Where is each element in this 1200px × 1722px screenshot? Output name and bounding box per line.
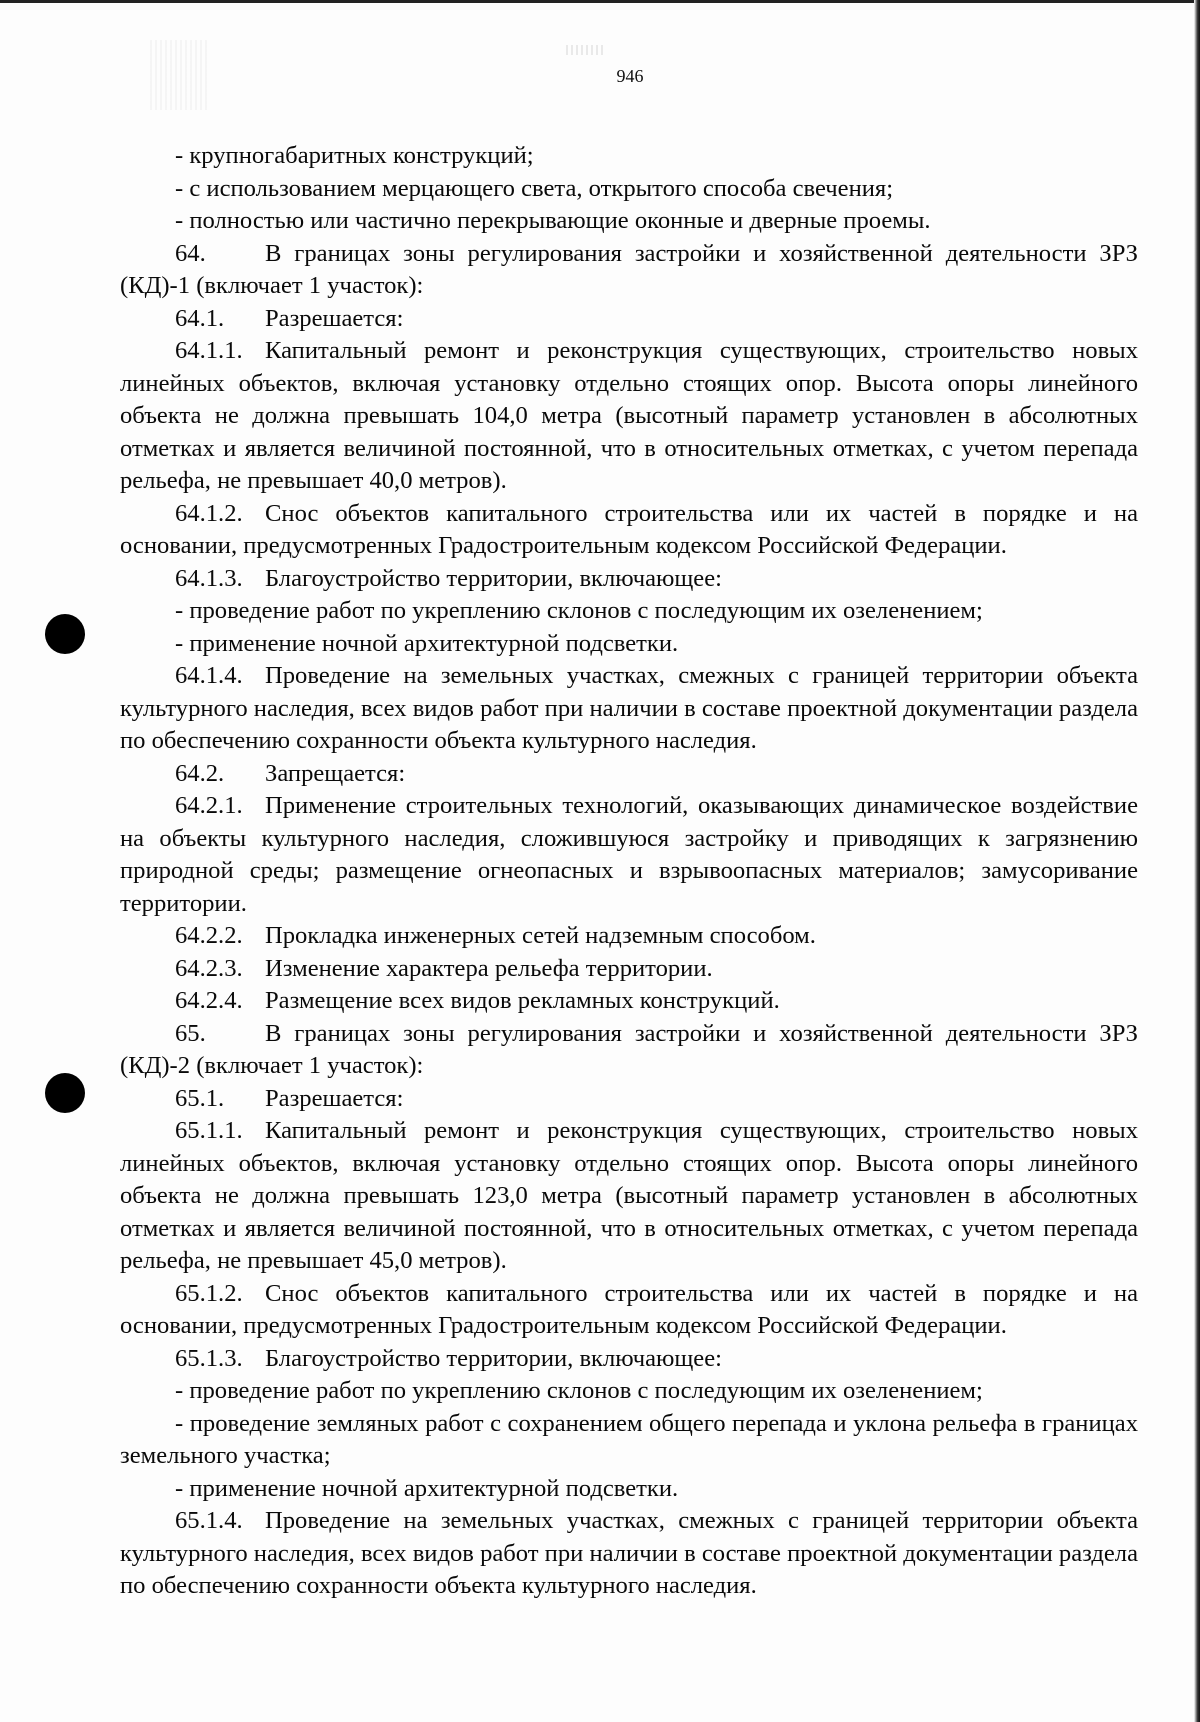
punch-hole-top xyxy=(45,614,85,654)
clause-number: 65.1.2. xyxy=(175,1279,243,1307)
clause-number: 64.2.1. xyxy=(175,792,243,819)
paragraph-text: В границах зоны регулирования застройки и хозяйственной деятельности ЗРЗ (КД)-2 (включает 1 участок): xyxy=(120,1019,1138,1079)
paragraph-text: Проведение на земельных участках, смежных с границей территории объекта культурного наследия, всех видов работ при наличии в составе проектной документации раздела по обеспечению сохранности объекта культурного наследия. xyxy=(120,662,1138,754)
clause-number: 65. xyxy=(175,1019,206,1047)
paragraph-text: Благоустройство территории, включающее: xyxy=(265,1344,722,1372)
clause-number: 64.1. xyxy=(175,304,225,332)
paragraph-text: Капитальный ремонт и реконструкция существующих, строительство новых линейных объектов, включая установку отдельно стоящих опор. Высота опоры линейного объекта не должна превышать 104,0 метра (высотный параметр установлен в абсолютных отметках и является величиной постоянной, что в относительных отметках, с учетом перепада рельефа, не превышает 40,0 метров). xyxy=(120,337,1138,494)
paragraph-text: - крупногабаритных конструкций; xyxy=(175,142,534,169)
paragraph-text: - полностью или частично перекрывающие оконные и дверные проемы. xyxy=(175,207,931,234)
paragraph xyxy=(120,1375,1138,1408)
paragraph xyxy=(120,140,1138,173)
paragraph-text: Благоустройство территории, включающее: xyxy=(265,564,722,592)
paragraph xyxy=(120,498,1138,563)
paragraph xyxy=(120,563,1138,596)
paragraph-text: В границах зоны регулирования застройки и хозяйственной деятельности ЗРЗ (КД)-1 (включает 1 участок): xyxy=(120,239,1138,299)
paragraph xyxy=(120,758,1138,791)
paragraph-text: Применение строительных технологий, оказывающих динамическое воздействие на объекты культурного наследия, сложившуюся застройку и приводящих к загрязнению природной среды; размещение огнеопасных и взрывоопасных материалов; замусоривание территории. xyxy=(120,792,1138,917)
paragraph-text: - проведение земляных работ с сохранением общего перепада и уклона рельефа в границах земельного участка; xyxy=(120,1409,1138,1469)
paragraph xyxy=(120,628,1138,661)
paragraph xyxy=(120,173,1138,206)
paragraph-text: Разрешается: xyxy=(265,304,404,332)
paragraph xyxy=(120,303,1138,336)
page-number: 946 xyxy=(616,66,644,86)
clause-number: 65.1.4. xyxy=(175,1507,243,1534)
paragraph-text: Капитальный ремонт и реконструкция существующих, строительство новых линейных объектов, включая установку отдельно стоящих опор. Высота опоры линейного объекта не должна превышать 123,0 метра (высотный параметр установлен в абсолютных отметках и является величиной постоянной, что в относительных отметках, с учетом перепада рельефа, не превышает 45,0 метров). xyxy=(120,1117,1138,1274)
paragraph-text: Размещение всех видов рекламных конструкций. xyxy=(265,987,780,1014)
clause-number: 64. xyxy=(175,239,206,267)
paragraph-text: Запрещается: xyxy=(265,759,406,787)
paragraph-text: - проведение работ по укреплению склонов с последующим их озеленением; xyxy=(175,597,983,624)
paragraph-text: Изменение характера рельефа территории. xyxy=(265,954,713,982)
clause-number: 64.2.4. xyxy=(175,987,243,1014)
paragraph xyxy=(120,1343,1138,1376)
paragraph-text: Проведение на земельных участках, смежных с границей территории объекта культурного наследия, всех видов работ при наличии в составе проектной документации раздела по обеспечению сохранности объекта культурного наследия. xyxy=(120,1507,1138,1599)
paragraph-text: - применение ночной архитектурной подсветки. xyxy=(175,1474,679,1502)
paragraph xyxy=(120,985,1138,1018)
paragraph-text: - с использованием мерцающего света, открытого способа свечения; xyxy=(175,174,894,202)
paragraph-text: - применение ночной архитектурной подсветки. xyxy=(175,629,679,657)
punch-hole-bottom xyxy=(45,1073,85,1113)
scan-smudge-small xyxy=(566,45,606,55)
scan-top-edge xyxy=(0,0,1200,3)
clause-number: 64.2.3. xyxy=(175,954,243,982)
clause-number: 65.1. xyxy=(175,1084,225,1112)
paragraph xyxy=(120,1473,1138,1506)
clause-number: 64.1.2. xyxy=(175,499,243,527)
paragraph xyxy=(120,920,1138,953)
paragraph xyxy=(120,205,1138,238)
clause-number: 64.1.1. xyxy=(175,337,243,364)
paragraph xyxy=(120,1408,1138,1473)
paragraph xyxy=(120,595,1138,628)
document-body xyxy=(120,140,1138,1603)
clause-number: 64.1.4. xyxy=(175,662,243,689)
paragraph xyxy=(120,953,1138,986)
clause-number: 64.2.2. xyxy=(175,922,243,949)
paragraph-text: Снос объектов капитального строительства или их частей в порядке и на основании, предусмотренных Градостроительным кодексом Российской Федерации. xyxy=(120,499,1138,559)
paragraph xyxy=(120,1115,1138,1278)
clause-number: 65.1.3. xyxy=(175,1344,243,1372)
paragraph xyxy=(120,1505,1138,1603)
clause-number: 64.1.3. xyxy=(175,564,243,592)
paragraph-text: - проведение работ по укреплению склонов с последующим их озеленением; xyxy=(175,1377,983,1404)
paragraph xyxy=(120,660,1138,758)
paragraph-text: Разрешается: xyxy=(265,1084,404,1112)
paragraph xyxy=(120,335,1138,498)
paragraph xyxy=(120,1018,1138,1083)
scan-right-edge xyxy=(1194,0,1200,1722)
paragraph xyxy=(120,1083,1138,1116)
clause-number: 65.1.1. xyxy=(175,1117,243,1144)
paragraph xyxy=(120,1278,1138,1343)
paragraph xyxy=(120,790,1138,920)
paragraph-text: Снос объектов капитального строительства или их частей в порядке и на основании, предусмотренных Градостроительным кодексом Российской Федерации. xyxy=(120,1279,1138,1339)
paragraph-text: Прокладка инженерных сетей надземным способом. xyxy=(265,922,816,949)
clause-number: 64.2. xyxy=(175,759,225,787)
paragraph xyxy=(120,238,1138,303)
